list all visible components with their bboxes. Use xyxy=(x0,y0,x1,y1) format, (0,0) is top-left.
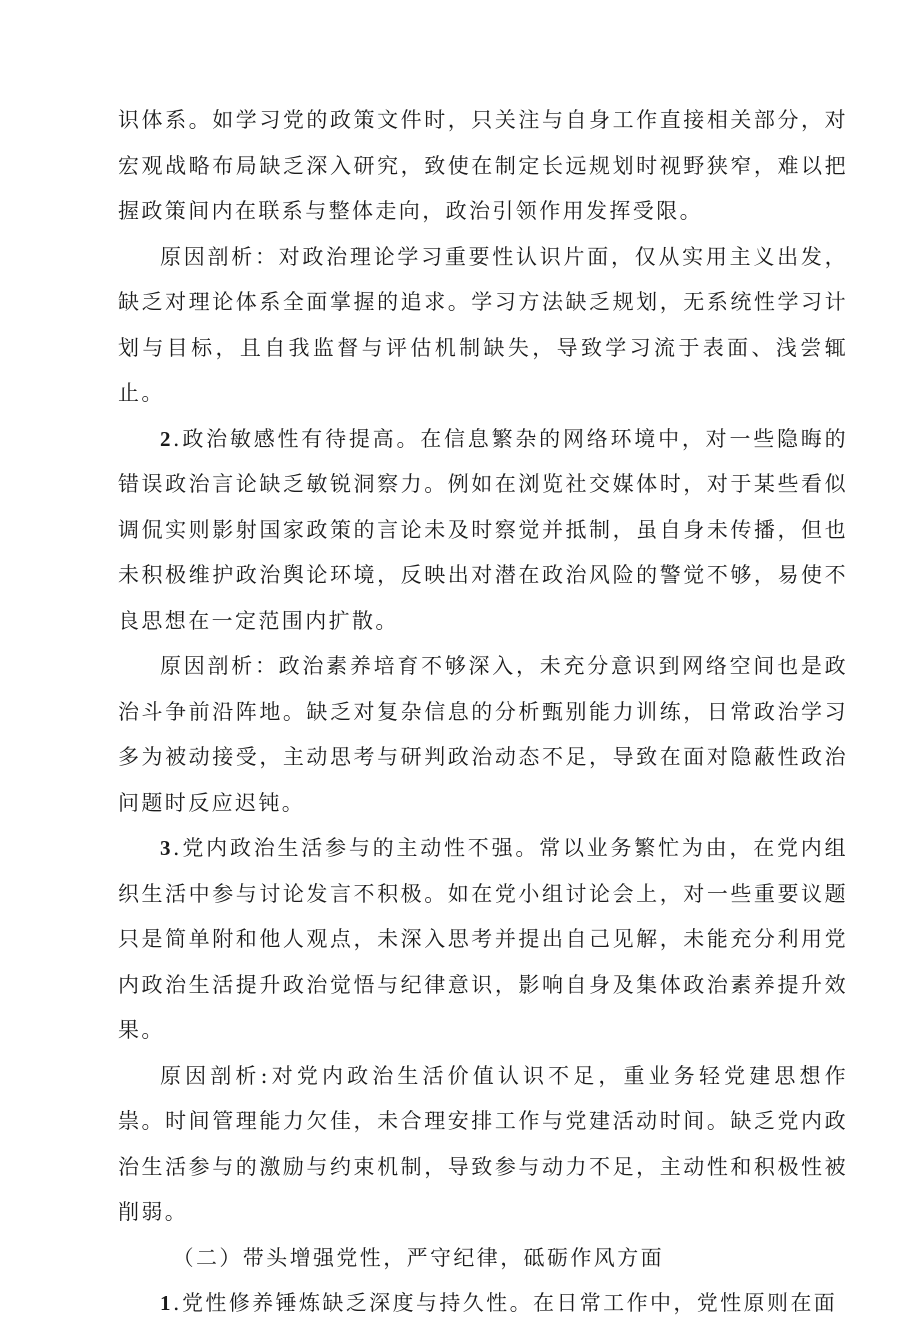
paragraph-cause-analysis-3: 原因剖析:对党内政治生活价值认识不足，重业务轻党建思想作祟。时间管理能力欠佳，未合理安排工作与党建活动时间。缺乏党内政治生活参与的激励与约束机制，导致参与动力不足，主动性和积极性被削弱。 xyxy=(118,1063,848,1224)
item-number: 1 xyxy=(160,1291,173,1315)
paragraph-party-spirit xyxy=(118,1281,848,1327)
paragraph-text: .党内政治生活参与的主动性不强。常以业务繁忙为由，在党内组织生活中参与讨论发言不积极。如在党小组讨论会上，对一些重要议题只是简单附和他人观点，未深入思考并提出自己见解，未能充分利用党内政治生活提升政治觉悟与纪律意识，影响自身及集体政治素养提升效果。 xyxy=(118,836,848,1042)
section-heading: （二）带头增强党性，严守纪律，砥砺作风方面 xyxy=(172,1245,664,1270)
paragraph-text: .党性修养锤炼缺乏深度与持久性。在日常工作中，党性原则在面 xyxy=(172,1291,838,1315)
paragraph-cause-analysis-2: 原因剖析：政治素养培育不够深入，未充分意识到网络空间也是政治斗争前沿阵地。缺乏对复杂信息的分析甄别能力训练，日常政治学习多为被动接受，主动思考与研判政治动态不足，导致在面对隐蔽性政治问题时反应迟钝。 xyxy=(118,654,848,815)
paragraph-political-sensitivity xyxy=(118,417,848,645)
paragraph-text: .政治敏感性有待提高。在信息繁杂的网络环境中，对一些隐晦的错误政治言论缺乏敏锐洞察力。例如在浏览社交媒体时，对于某些看似调侃实则影射国家政策的言论未及时察觉并抵制，虽自身未传播，但也未积极维护政治舆论环境，反映出对潜在政治风险的警觉不够，易使不良思想在一定范围内扩散。 xyxy=(118,426,848,633)
item-number: 2 xyxy=(160,426,173,451)
paragraph-cause-analysis-1: 原因剖析：对政治理论学习重要性认识片面，仅从实用主义出发，缺乏对理论体系全面掌握的追求。学习方法缺乏规划，无系统性学习计划与目标，且自我监督与评估机制缺失，导致学习流于表面、浅尝辄止。 xyxy=(118,244,848,405)
paragraph-party-life-participation xyxy=(118,826,848,1054)
document-body xyxy=(118,98,848,1327)
item-number: 3 xyxy=(160,836,173,860)
paragraph-knowledge-system: 识体系。如学习党的政策文件时，只关注与自身工作直接相关部分，对宏观战略布局缺乏深入研究，致使在制定长远规划时视野狭窄，难以把握政策间内在联系与整体走向，政治引领作用发挥受限。 xyxy=(118,108,848,223)
